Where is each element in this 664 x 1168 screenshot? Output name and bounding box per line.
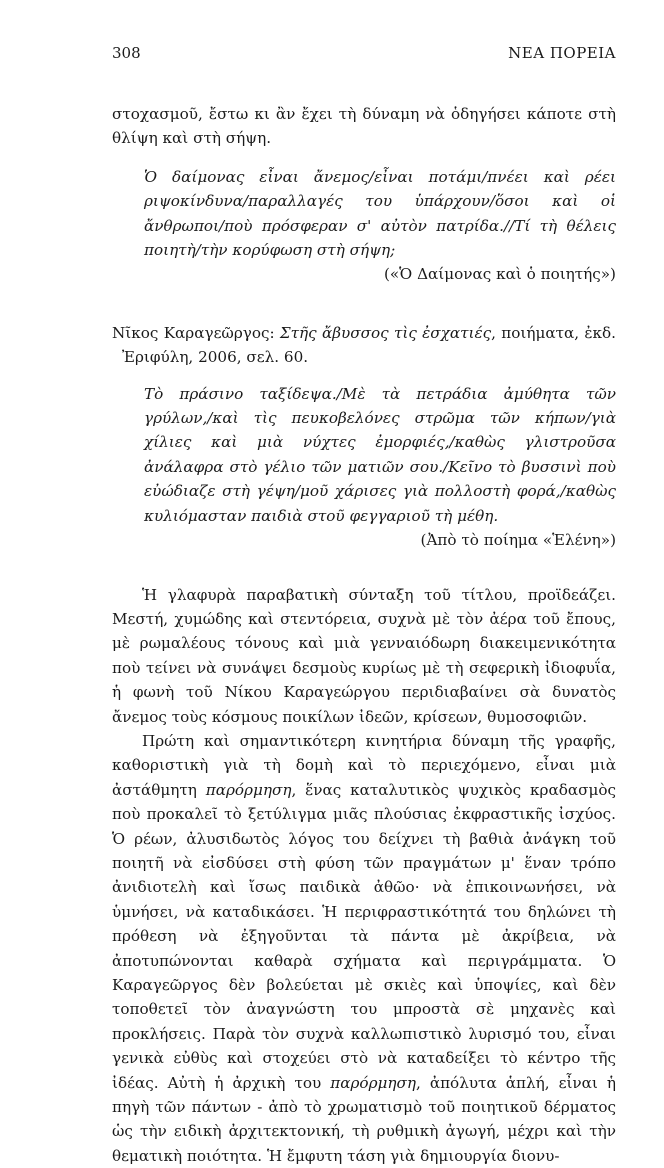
reference-work: Στῆς ἄβυσσος τὶς ἐσχατιές — [279, 323, 492, 342]
poem-quote-2: Τὸ πράσινο ταξίδεψα./Μὲ τὰ πετράδια ἀμύθητα τῶν γρύλων,/καὶ τὶς πευκοβελόνες στρῶμα τῶν κήπων/γιὰ χίλιες καὶ μιὰ νύχτες ἐμορφιές,/καθὼς γλιστροῦσα ἀνάλαφρα στὸ γέλιο τῶν ματιῶν σου./Κεῖνο τὸ βυσσινὶ ποὺ εὐώδιαζε στὴ γέψη/μοῦ χάρισες γιὰ πολλοστὴ φορά,/καθὼς κυλιόμασταν παιδιὰ στοῦ φεγγαριοῦ τὴ μέθη. — [144, 384, 616, 525]
page-number: 308 — [112, 44, 141, 62]
book-reference — [112, 321, 616, 370]
reference-author: Νῖκος Καραγεῶργος: — [112, 323, 280, 342]
journal-title: ΝΕΑ ΠΟΡΕΙΑ — [508, 44, 616, 62]
paragraph2-emphasis-2: παρόρμηση — [330, 1073, 416, 1092]
poem-quote-1: Ὁ δαίμονας εἶναι ἄνεμος/εἶναι ποτάμι/πνέει καὶ ρέει ριψοκίνδυνα/παραλλαγές του ὑπάρχουν/ὅσοι καὶ οἱ ἄνθρωποι/ποὺ πρόσφεραν σ' αὐτὸν πατρίδα.//Τί τὴ θέλεις ποιητὴ/τὴν κορύφωση στὴ σήψη; — [144, 167, 616, 260]
poem-attribution-1: («Ὁ Δαίμονας καὶ ὁ ποιητής») — [383, 265, 616, 284]
paragraph2-text-b: , ἕνας καταλυτικὸς ψυχικὸς κραδασμὸς ποὺ προκαλεῖ τὸ ξετύλιγμα μιᾶς πλούσιας ἐκφραστικῆς ἰσχύος. Ὁ ρέων, ἀλυσιδωτὸς λόγος του δείχνει τὴ βαθιὰ ἀνάγκη τοῦ ποιητῆ νὰ εἰσδύσει στὴ φύση τῶν πραγμάτων μ' ἕναν τρόπο ἀνιδιοτελὴ καὶ ἴσως παιδικὰ ἀθῶο· νὰ ἐπικοινωνήσει, νὰ ὑμνήσει, νὰ καταδικάσει. Ἡ περιφραστικότητά του δηλώνει τὴ πρόθεση νὰ ἐξηγοῦνται τὰ πάντα μὲ ἀκρίβεια, νὰ ἀποτυπώνονται καθαρὰ σχήματα καὶ περιγράμματα. Ὁ Καραγεῶργος δὲν βολεύεται μὲ σκιὲς καὶ ὑποψίες, καὶ δὲν τοποθετεῖ τὸν ἀναγνώστη του μπροστὰ σὲ μηχανὲς καὶ προκλήσεις. Παρὰ τὸν συχνὰ καλλωπιστικὸ λυρισμό του, εἶναι γενικὰ εὐθὺς καὶ στοχεύει στὸ νὰ καταδείξει τὸ κέντρο τῆς ἰδέας. Αὐτὴ ἡ ἀρχικὴ του — [112, 780, 616, 1092]
paragraph2-text-a: Πρώτη καὶ σημαντικότερη κινητήρια δύναμη τῆς γραφῆς, καθοριστικὴ γιὰ τὴ δομὴ καὶ τὸ περιεχόμενο, εἶναι μιὰ ἀστάθμητη — [112, 731, 616, 799]
body-paragraph-2 — [112, 729, 616, 1168]
page-content — [112, 102, 616, 1168]
page-header — [112, 44, 616, 62]
body-paragraph-1: Ἡ γλαφυρὰ παραβατικὴ σύνταξη τοῦ τίτλου, προϊδεάζει. Μεστή, χυμώδης καὶ στεντόρεια, συχνὰ μὲ τὸν ἀέρα τοῦ ἔπους, μὲ ρωμαλέους τόνους καὶ μιὰ γενναιόδωρη διακειμενικότητα ποὺ τείνει νὰ συνάψει δεσμοὺς κυρίως μὲ τὴ σεφερικὴ ἰδιοφυΐα, ἡ φωνὴ τοῦ Νίκου Καραγεώργου περιδιαβαίνει σὰ δυνατὸς ἄνεμος τοὺς κόσμους ποικίλων ἰδεῶν, κρίσεων, θυμοσοφιῶν. — [112, 585, 616, 726]
paragraph2-emphasis-1: παρόρμηση — [205, 780, 292, 799]
paragraph2-text-c: , ἀπόλυτα ἁπλή, εἶναι ἡ πηγὴ τῶν πάντων - ἀπὸ τὸ χρωματισμὸ τοῦ ποιητικοῦ δέρματος ὡς τὴν ειδικὴ ἀρχιτεκτονική, τὴ ρυθμικὴ ἀγωγή, μέχρι καὶ τὴν θεματικὴ ποιότητα. Ἡ ἔμφυτη τάση γιὰ δημιουργία διονυ- — [112, 1073, 616, 1165]
reference-details: , ποιήματα, ἐκδ. Ἐριφύλη, 2006, σελ. 60. — [122, 323, 617, 367]
intro-paragraph: στοχασμοῦ, ἔστω κι ἂν ἔχει τὴ δύναμη νὰ ὁδηγήσει κάποτε στὴ θλίψη καὶ στὴ σήψη. — [112, 105, 616, 148]
poem-attribution-2: (Ἀπὸ τὸ ποίημα «Ἑλένη») — [420, 531, 616, 550]
